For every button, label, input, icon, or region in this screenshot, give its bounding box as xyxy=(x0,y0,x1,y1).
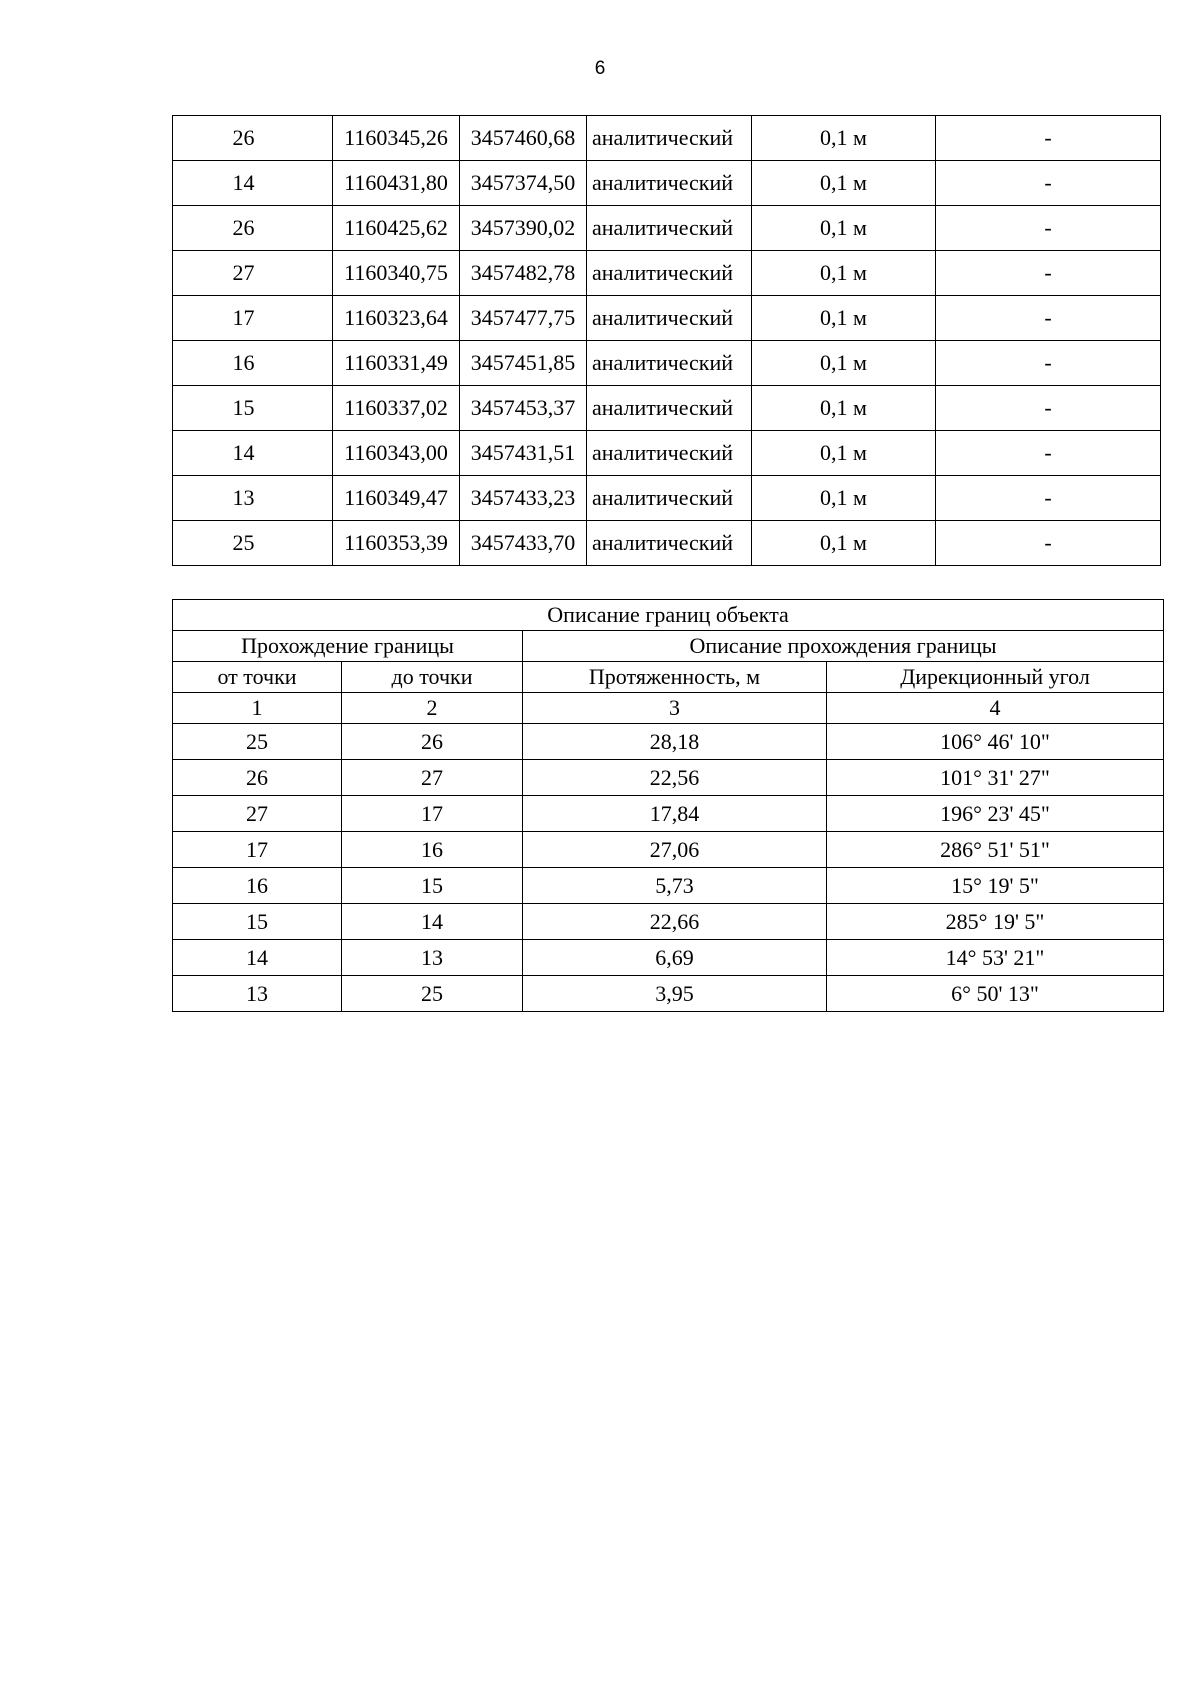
table-row xyxy=(173,296,1161,341)
length-cell: 6,69 xyxy=(523,940,827,976)
x-coordinate-cell: 1160337,02 xyxy=(333,386,460,431)
boundary-title-row xyxy=(173,600,1164,631)
from-point-cell: 13 xyxy=(173,976,342,1012)
note-cell: - xyxy=(936,206,1161,251)
method-cell: аналитический xyxy=(587,251,752,296)
boundary-description-table xyxy=(172,599,1164,1012)
note-cell: - xyxy=(936,116,1161,161)
point-number-cell: 15 xyxy=(173,386,333,431)
from-point-cell: 16 xyxy=(173,868,342,904)
note-cell: - xyxy=(936,341,1161,386)
from-point-cell: 14 xyxy=(173,940,342,976)
accuracy-cell: 0,1 м xyxy=(752,251,936,296)
column-number: 2 xyxy=(342,693,523,724)
from-point-cell: 26 xyxy=(173,760,342,796)
to-point-cell: 15 xyxy=(342,868,523,904)
x-coordinate-cell: 1160353,39 xyxy=(333,521,460,566)
boundary-column-header-row xyxy=(173,662,1164,693)
accuracy-cell: 0,1 м xyxy=(752,431,936,476)
column-header-from: от точки xyxy=(173,662,342,693)
y-coordinate-cell: 3457433,70 xyxy=(460,521,587,566)
direction-angle-cell: 15° 19' 5" xyxy=(827,868,1164,904)
direction-angle-cell: 106° 46' 10" xyxy=(827,724,1164,760)
point-number-cell: 27 xyxy=(173,251,333,296)
method-cell: аналитический xyxy=(587,161,752,206)
x-coordinate-cell: 1160343,00 xyxy=(333,431,460,476)
y-coordinate-cell: 3457390,02 xyxy=(460,206,587,251)
to-point-cell: 13 xyxy=(342,940,523,976)
point-number-cell: 13 xyxy=(173,476,333,521)
y-coordinate-cell: 3457482,78 xyxy=(460,251,587,296)
x-coordinate-cell: 1160345,26 xyxy=(333,116,460,161)
y-coordinate-cell: 3457433,23 xyxy=(460,476,587,521)
accuracy-cell: 0,1 м xyxy=(752,476,936,521)
direction-angle-cell: 101° 31' 27" xyxy=(827,760,1164,796)
column-header-to: до точки xyxy=(342,662,523,693)
accuracy-cell: 0,1 м xyxy=(752,521,936,566)
table-row xyxy=(173,760,1164,796)
point-number-cell: 14 xyxy=(173,431,333,476)
y-coordinate-cell: 3457374,50 xyxy=(460,161,587,206)
accuracy-cell: 0,1 м xyxy=(752,386,936,431)
note-cell: - xyxy=(936,521,1161,566)
y-coordinate-cell: 3457451,85 xyxy=(460,341,587,386)
column-number: 1 xyxy=(173,693,342,724)
group-header-description: Описание прохождения границы xyxy=(523,631,1164,662)
table-row xyxy=(173,116,1161,161)
x-coordinate-cell: 1160323,64 xyxy=(333,296,460,341)
method-cell: аналитический xyxy=(587,296,752,341)
length-cell: 17,84 xyxy=(523,796,827,832)
point-number-cell: 26 xyxy=(173,206,333,251)
table-row xyxy=(173,521,1161,566)
note-cell: - xyxy=(936,296,1161,341)
group-header-passage: Прохождение границы xyxy=(173,631,523,662)
boundary-table-title: Описание границ объекта xyxy=(173,600,1164,631)
table-row xyxy=(173,868,1164,904)
direction-angle-cell: 285° 19' 5" xyxy=(827,904,1164,940)
note-cell: - xyxy=(936,161,1161,206)
from-point-cell: 25 xyxy=(173,724,342,760)
table-row xyxy=(173,940,1164,976)
method-cell: аналитический xyxy=(587,116,752,161)
to-point-cell: 17 xyxy=(342,796,523,832)
boundary-group-header-row xyxy=(173,631,1164,662)
length-cell: 22,56 xyxy=(523,760,827,796)
to-point-cell: 16 xyxy=(342,832,523,868)
to-point-cell: 27 xyxy=(342,760,523,796)
table-row xyxy=(173,976,1164,1012)
accuracy-cell: 0,1 м xyxy=(752,341,936,386)
to-point-cell: 14 xyxy=(342,904,523,940)
y-coordinate-cell: 3457453,37 xyxy=(460,386,587,431)
column-number: 4 xyxy=(827,693,1164,724)
note-cell: - xyxy=(936,431,1161,476)
accuracy-cell: 0,1 м xyxy=(752,161,936,206)
direction-angle-cell: 14° 53' 21" xyxy=(827,940,1164,976)
table-row xyxy=(173,796,1164,832)
method-cell: аналитический xyxy=(587,431,752,476)
table-row xyxy=(173,431,1161,476)
point-number-cell: 17 xyxy=(173,296,333,341)
accuracy-cell: 0,1 м xyxy=(752,206,936,251)
table-row xyxy=(173,832,1164,868)
y-coordinate-cell: 3457477,75 xyxy=(460,296,587,341)
to-point-cell: 25 xyxy=(342,976,523,1012)
column-header-length: Протяженность, м xyxy=(523,662,827,693)
table-row xyxy=(173,161,1161,206)
table-row xyxy=(173,251,1161,296)
method-cell: аналитический xyxy=(587,206,752,251)
column-number: 3 xyxy=(523,693,827,724)
x-coordinate-cell: 1160331,49 xyxy=(333,341,460,386)
x-coordinate-cell: 1160425,62 xyxy=(333,206,460,251)
coordinates-table xyxy=(172,115,1161,566)
length-cell: 3,95 xyxy=(523,976,827,1012)
page-number: 6 xyxy=(594,58,606,79)
method-cell: аналитический xyxy=(587,521,752,566)
table-row xyxy=(173,724,1164,760)
x-coordinate-cell: 1160431,80 xyxy=(333,161,460,206)
direction-angle-cell: 196° 23' 45" xyxy=(827,796,1164,832)
x-coordinate-cell: 1160340,75 xyxy=(333,251,460,296)
boundary-column-number-row xyxy=(173,693,1164,724)
note-cell: - xyxy=(936,386,1161,431)
method-cell: аналитический xyxy=(587,341,752,386)
y-coordinate-cell: 3457431,51 xyxy=(460,431,587,476)
table-row xyxy=(173,386,1161,431)
point-number-cell: 14 xyxy=(173,161,333,206)
length-cell: 27,06 xyxy=(523,832,827,868)
point-number-cell: 16 xyxy=(173,341,333,386)
note-cell: - xyxy=(936,251,1161,296)
method-cell: аналитический xyxy=(587,386,752,431)
table-row xyxy=(173,341,1161,386)
from-point-cell: 15 xyxy=(173,904,342,940)
length-cell: 22,66 xyxy=(523,904,827,940)
accuracy-cell: 0,1 м xyxy=(752,116,936,161)
note-cell: - xyxy=(936,476,1161,521)
from-point-cell: 27 xyxy=(173,796,342,832)
table-row xyxy=(173,904,1164,940)
direction-angle-cell: 6° 50' 13" xyxy=(827,976,1164,1012)
method-cell: аналитический xyxy=(587,476,752,521)
length-cell: 28,18 xyxy=(523,724,827,760)
table-row xyxy=(173,206,1161,251)
from-point-cell: 17 xyxy=(173,832,342,868)
y-coordinate-cell: 3457460,68 xyxy=(460,116,587,161)
point-number-cell: 25 xyxy=(173,521,333,566)
table-row xyxy=(173,476,1161,521)
x-coordinate-cell: 1160349,47 xyxy=(333,476,460,521)
length-cell: 5,73 xyxy=(523,868,827,904)
to-point-cell: 26 xyxy=(342,724,523,760)
direction-angle-cell: 286° 51' 51" xyxy=(827,832,1164,868)
point-number-cell: 26 xyxy=(173,116,333,161)
accuracy-cell: 0,1 м xyxy=(752,296,936,341)
column-header-angle: Дирекционный угол xyxy=(827,662,1164,693)
